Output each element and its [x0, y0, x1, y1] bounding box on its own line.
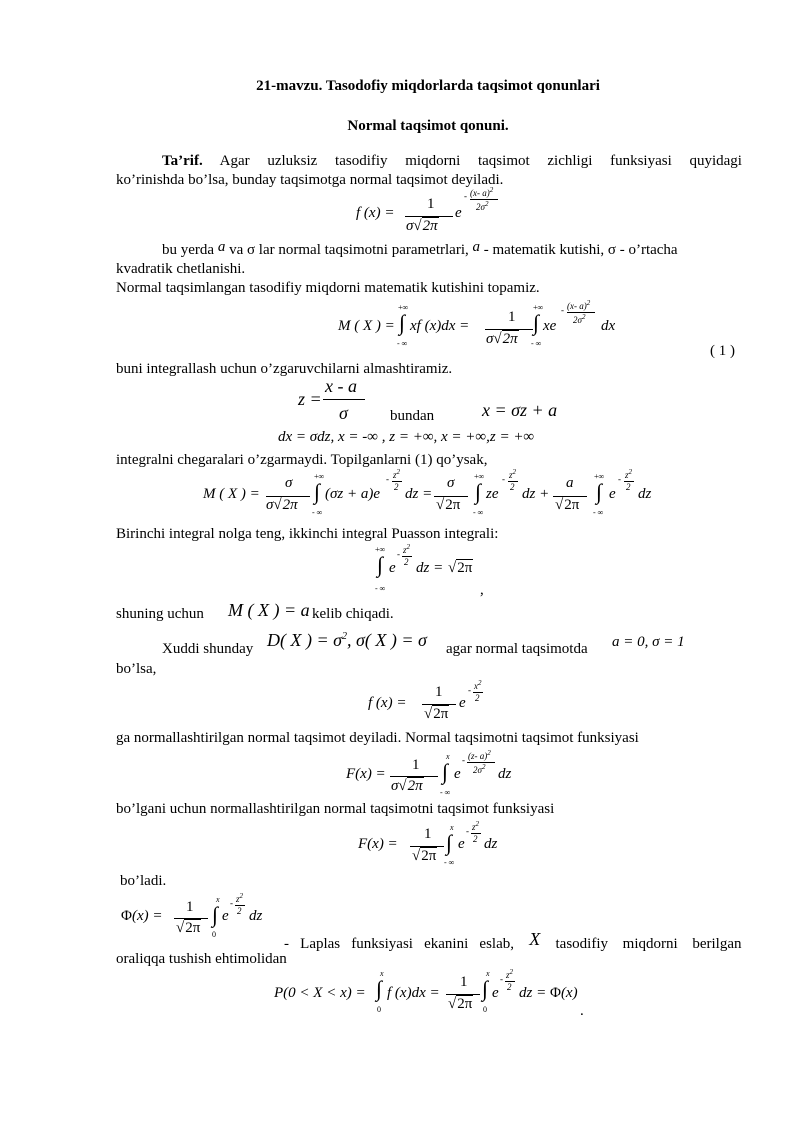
page-title: 21-mavzu. Tasodofiy miqdorlarda taqsimot qonunlari	[256, 78, 600, 94]
normalized-paragraph: ga normallashtirilgan normal taqsimot deyiladi. Normal taqsimotni taqsimot funksiyasi	[116, 730, 639, 746]
xuddi-text: Xuddi shunday	[162, 641, 254, 657]
limits-paragraph: integralni chegaralari o’zgarmaydi. Topilganlarni (1) qo’ysak,	[116, 452, 488, 468]
formula-mean-result: M ( X ) = a	[228, 600, 310, 620]
params-line-1: bu yerda a va σ lar normal taqsimotni parametrlari, a - matematik kutishi, σ - o’rtacha	[162, 239, 678, 258]
laplace-line-1: - Laplas funksiyasi ekanini eslab, X tasodifiy miqdorni berilgan	[284, 929, 742, 952]
formula-variance: D( X ) = $\sigma^2$, σ( X ) = σ	[267, 630, 427, 650]
formula-standard-params: a = 0, σ = 1	[612, 634, 685, 650]
word-bundan: bundan	[390, 408, 435, 424]
params-line-2: kvadratik chetlanishi.	[116, 261, 246, 277]
boladi-text: bo’ladi.	[120, 873, 167, 889]
expectation-intro: Normal taqsimlangan tasodifiy miqdorni matematik kutishini topamiz.	[116, 280, 540, 296]
document-page: 21-mavzu. Tasodofiy miqdorlarda taqsimot qonunlari Normal taqsimot qonuni. Ta’rif. Agar uzluksiz tasodifiy miqdorni taqsimot zichligi funksiyasi quyidagi ko’rinishda bo’lsa, bunday taqsimotga normal taqsimot deyiladi. f (x) = 1 σ√2π e - (x- a)$^2$ $2\sigma^2$ bu yerda a va σ lar normal taqsimotni parametrlari, a - matematik kutishi, σ - o’rtacha kvadratik chetlanishi. Normal taqsimlangan tasodifiy miqdorni matematik kutishini topamiz. M ( X ) = +∞ ∫ - ∞ xf (x)dx = 1 σ√2π +∞ ∫ - ∞ xe - (x- a)$^2$ $2\sigma^2$ dx ( 1 ) buni integrallash uchun o’zgaruvchilarni almashtiramiz. z = x - a σ bundan x = σz + a dx = σdz, x = -∞ , z = +∞, x = +∞,z = +∞ integralni chegaralari o’zgarmaydi. Topilganlarni (1) qo’ysak, M ( X ) = σ σ√2π +∞ ∫ - ∞ (σz + a)e - $z^2$ 2 dz = σ √2π +∞ ∫ - ∞ ze - $z^2$ 2 dz + a √2π +∞ ∫ - ∞ e - $z^2$ 2 dz Birinchi integral nolga teng, ikkinchi integral Puasson integrali: +∞ ∫ - ∞ e - $z^2$ 2 dz = √2π , shuning uchun M ( X ) = a kelib chiqadi. Xuddi shunday D( X ) = $\sigma^2$, σ( X ) = σ agar normal taqsimotda a = 0, σ = 1 bo’lsa, f (x) = 1 √2π e - $x^2$ 2 ga normallashtirilgan normal taqsimot deyiladi. Normal taqsimotni taqsimot funksiyasi F(x) = 1 σ√2π x ∫ - ∞ e - (z- a)$^2$ $2\sigma^2$ dz bo’lgani uchun normallashtirilgan normal taqsimotni taqsimot funksiyasi F(x) = 1 √2π x ∫ - ∞ e - $z^2$ 2 dz bo’ladi. Φ(x) = 1 √2π x ∫ 0 e - $z^2$ 2 dz - Laplas funksiyasi ekanini eslab, X tasodifiy miqdorni berilgan oraliqqa tushish ehtimolidan P(0 < X < x) = x ∫ 0 f (x)dx = 1 √2π x ∫ 0 e - $z^2$ 2 dz = Φ(x) .	[0, 0, 800, 1131]
definition-line-1: Ta’rif. Agar uzluksiz tasodifiy miqdorni taqsimot zichligi funksiyasi quyidagi	[162, 153, 742, 169]
comma: ,	[480, 582, 484, 598]
equation-number: ( 1 )	[710, 343, 735, 359]
final-dot: .	[580, 1003, 584, 1019]
agar-text: agar normal taqsimotda	[446, 641, 588, 657]
poisson-paragraph: Birinchi integral nolga teng, ikkinchi integral Puasson integrali:	[116, 526, 499, 542]
definition-label: Ta’rif.	[162, 153, 203, 169]
section-subtitle: Normal taqsimot qonuni.	[347, 118, 509, 134]
shuning-text: shuning uchun	[116, 606, 204, 622]
bolsa-text: bo’lsa,	[116, 661, 157, 677]
kelib-text: kelib chiqadi.	[312, 606, 394, 622]
definition-line-2: ko’rinishda bo’lsa, bunday taqsimotga normal taqsimot deyiladi.	[116, 172, 504, 188]
bolgani-paragraph: bo’lgani uchun normallashtirilgan normal taqsimotni taqsimot funksiyasi	[116, 801, 555, 817]
laplace-line-2: oraliqqa tushish ehtimolidan	[116, 951, 287, 967]
substitution-intro: buni integrallash uchun o’zgaruvchilarni almashtiramiz.	[116, 361, 453, 377]
